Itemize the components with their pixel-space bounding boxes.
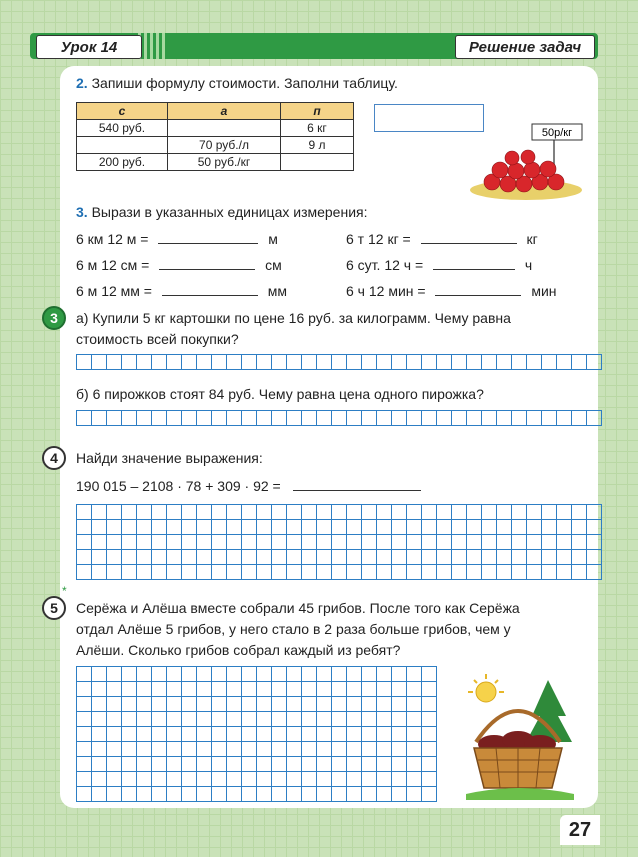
problem4-expression-row <box>76 476 421 495</box>
conversion-unit: мин <box>531 283 557 299</box>
answer-blank[interactable] <box>421 229 517 244</box>
conversion-row <box>346 255 532 274</box>
answer-blank[interactable] <box>435 281 521 296</box>
task2-heading <box>76 74 398 92</box>
task2-number: 2. <box>76 75 88 91</box>
star-icon: * <box>62 584 67 598</box>
header-n: п <box>281 103 354 120</box>
lesson-label: Урок 14 <box>36 35 142 59</box>
table-cell[interactable]: 9 л <box>281 137 354 154</box>
conversion-expr: 6 т 12 кг = <box>346 231 411 247</box>
answer-grid-3b[interactable] <box>76 410 602 426</box>
mushroom-basket-illustration <box>452 670 584 802</box>
conversion-expr: 6 м 12 см = <box>76 257 150 273</box>
problem3-b-line: б) 6 пирожков стоят 84 руб. Чему равна цена одного пирожка? <box>76 386 484 402</box>
problem5-line1: Серёжа и Алёша вместе собрали 45 грибов. После того как Серёжа <box>76 600 520 616</box>
answer-blank[interactable] <box>159 255 255 270</box>
conversion-unit: кг <box>526 231 538 247</box>
problem5-line2: отдал Алёше 5 грибов, у него стало в 2 раза больше грибов, чем у <box>76 621 511 637</box>
answer-blank[interactable] <box>293 476 421 491</box>
conversion-row <box>76 229 278 248</box>
conversion-unit: см <box>265 257 282 273</box>
table-cell[interactable]: 200 руб. <box>77 154 168 171</box>
table-cell[interactable] <box>281 154 354 171</box>
page-number: 27 <box>560 815 600 845</box>
header-stripes <box>138 33 168 59</box>
conversion-row <box>346 229 538 248</box>
table-cell[interactable]: 50 руб./кг <box>168 154 281 171</box>
problem5-line3: Алёши. Сколько грибов собрал каждый из ребят? <box>76 642 401 658</box>
table-cell[interactable] <box>77 137 168 154</box>
problem3-a-line2: стоимость всей покупки? <box>76 331 239 347</box>
table-cell[interactable]: 540 руб. <box>77 120 168 137</box>
answer-grid-4[interactable] <box>76 504 602 580</box>
task3-heading <box>76 203 368 221</box>
conversion-expr: 6 ч 12 мин = <box>346 283 426 299</box>
table-cell[interactable] <box>168 120 281 137</box>
conversion-expr: 6 км 12 м = <box>76 231 149 247</box>
task3-text: Вырази в указанных единицах измерения: <box>91 204 368 220</box>
table-row <box>77 137 354 154</box>
price-tag: 50р/кг <box>541 127 573 139</box>
header-a: а <box>168 103 281 120</box>
header-c: с <box>77 103 168 120</box>
answer-grid-5[interactable] <box>76 666 437 802</box>
problem3-a-line1: а) Купили 5 кг картошки по цене 16 руб. за килограмм. Чему равна <box>76 310 511 326</box>
problem4-number: 4 <box>42 446 66 470</box>
conversion-unit: мм <box>267 283 287 299</box>
conversion-unit: ч <box>524 257 533 273</box>
answer-blank[interactable] <box>162 281 258 296</box>
answer-blank[interactable] <box>158 229 258 244</box>
table-row <box>77 154 354 171</box>
conversion-row <box>76 281 287 300</box>
conversion-unit: м <box>268 231 278 247</box>
problem3-number: 3 <box>42 306 66 330</box>
task2-text: Запиши формулу стоимости. Заполни таблицу. <box>91 75 398 91</box>
topic-label: Решение задач <box>455 35 595 59</box>
cost-table <box>76 102 354 171</box>
table-row <box>77 120 354 137</box>
apples-illustration <box>470 118 590 204</box>
conversion-expr: 6 сут. 12 ч = <box>346 257 424 273</box>
problem4-expression: 190 015 – 2108 · 78 + 309 · 92 = <box>76 478 281 494</box>
conversion-expr: 6 м 12 мм = <box>76 283 152 299</box>
conversion-row <box>76 255 282 274</box>
table-cell[interactable]: 6 кг <box>281 120 354 137</box>
answer-blank[interactable] <box>433 255 515 270</box>
problem5-number: 5 <box>42 596 66 620</box>
answer-grid-3a[interactable] <box>76 354 602 370</box>
table-cell[interactable]: 70 руб./л <box>168 137 281 154</box>
task3-number: 3. <box>76 204 88 220</box>
problem4-text: Найди значение выражения: <box>76 450 263 466</box>
conversion-row <box>346 281 557 300</box>
formula-answer-box[interactable] <box>374 104 484 132</box>
